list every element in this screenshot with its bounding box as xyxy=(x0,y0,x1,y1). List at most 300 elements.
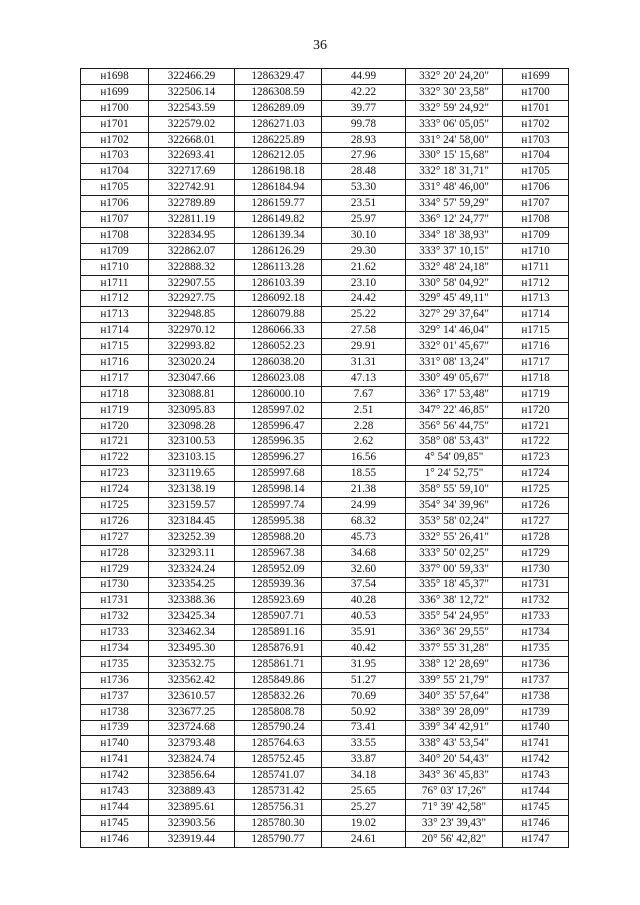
table-row xyxy=(81,100,569,116)
x-coordinate-cell: 323903.56 xyxy=(149,815,235,831)
table-row xyxy=(81,529,569,545)
point-to-cell: н1718 xyxy=(503,370,569,386)
distance-cell: 27.58 xyxy=(322,323,406,339)
bearing-cell: 335° 54' 24,95" xyxy=(406,609,503,625)
y-coordinate-cell: 1286126.29 xyxy=(235,243,322,259)
bearing-cell: 338° 12' 28,69" xyxy=(406,656,503,672)
bearing-cell: 343° 36' 45,83" xyxy=(406,768,503,784)
point-from-cell: н1732 xyxy=(81,609,149,625)
distance-cell: 23.51 xyxy=(322,196,406,212)
y-coordinate-cell: 1286113.28 xyxy=(235,259,322,275)
table-row xyxy=(81,482,569,498)
table-row xyxy=(81,84,569,100)
distance-cell: 19.02 xyxy=(322,815,406,831)
x-coordinate-cell: 322466.29 xyxy=(149,69,235,85)
distance-cell: 24.61 xyxy=(322,831,406,847)
table-row xyxy=(81,212,569,228)
x-coordinate-cell: 322693.41 xyxy=(149,148,235,164)
x-coordinate-cell: 322811.19 xyxy=(149,212,235,228)
point-from-cell: н1743 xyxy=(81,784,149,800)
bearing-cell: 331° 24' 58,00" xyxy=(406,132,503,148)
table-row xyxy=(81,434,569,450)
bearing-cell: 1° 24' 52,75" xyxy=(406,466,503,482)
bearing-cell: 347° 22' 46,85" xyxy=(406,402,503,418)
table-row xyxy=(81,323,569,339)
point-from-cell: н1745 xyxy=(81,815,149,831)
y-coordinate-cell: 1286289.09 xyxy=(235,100,322,116)
point-from-cell: н1726 xyxy=(81,513,149,529)
distance-cell: 31.95 xyxy=(322,656,406,672)
point-from-cell: н1698 xyxy=(81,69,149,85)
point-from-cell: н1711 xyxy=(81,275,149,291)
table-row xyxy=(81,498,569,514)
point-to-cell: н1729 xyxy=(503,545,569,561)
y-coordinate-cell: 1285849.86 xyxy=(235,672,322,688)
bearing-cell: 334° 18' 38,93" xyxy=(406,227,503,243)
point-from-cell: н1742 xyxy=(81,768,149,784)
y-coordinate-cell: 1286079.88 xyxy=(235,307,322,323)
x-coordinate-cell: 323252.39 xyxy=(149,529,235,545)
table-row xyxy=(81,69,569,85)
table-row xyxy=(81,227,569,243)
point-from-cell: н1725 xyxy=(81,498,149,514)
distance-cell: 73.41 xyxy=(322,720,406,736)
point-to-cell: н1701 xyxy=(503,100,569,116)
y-coordinate-cell: 1286023.08 xyxy=(235,370,322,386)
bearing-cell: 331° 48' 46,00" xyxy=(406,180,503,196)
bearing-cell: 332° 20' 24,20" xyxy=(406,69,503,85)
point-to-cell: н1733 xyxy=(503,609,569,625)
point-to-cell: н1747 xyxy=(503,831,569,847)
point-from-cell: н1705 xyxy=(81,180,149,196)
y-coordinate-cell: 1285952.09 xyxy=(235,561,322,577)
point-to-cell: н1708 xyxy=(503,212,569,228)
point-from-cell: н1723 xyxy=(81,466,149,482)
distance-cell: 33.87 xyxy=(322,752,406,768)
distance-cell: 25.22 xyxy=(322,307,406,323)
y-coordinate-cell: 1286103.39 xyxy=(235,275,322,291)
y-coordinate-cell: 1286198.18 xyxy=(235,164,322,180)
point-to-cell: н1727 xyxy=(503,513,569,529)
point-from-cell: н1724 xyxy=(81,482,149,498)
point-to-cell: н1720 xyxy=(503,402,569,418)
x-coordinate-cell: 322970.12 xyxy=(149,323,235,339)
point-to-cell: н1726 xyxy=(503,498,569,514)
x-coordinate-cell: 323388.36 xyxy=(149,593,235,609)
table-row xyxy=(81,164,569,180)
distance-cell: 21.62 xyxy=(322,259,406,275)
y-coordinate-cell: 1285808.78 xyxy=(235,704,322,720)
table-row xyxy=(81,339,569,355)
point-to-cell: н1707 xyxy=(503,196,569,212)
distance-cell: 30.10 xyxy=(322,227,406,243)
point-from-cell: н1701 xyxy=(81,116,149,132)
x-coordinate-cell: 323138.19 xyxy=(149,482,235,498)
point-to-cell: н1742 xyxy=(503,752,569,768)
table-row xyxy=(81,196,569,212)
distance-cell: 53.30 xyxy=(322,180,406,196)
y-coordinate-cell: 1285764.63 xyxy=(235,736,322,752)
bearing-cell: 71° 39' 42,58" xyxy=(406,799,503,815)
distance-cell: 34.68 xyxy=(322,545,406,561)
x-coordinate-cell: 322668.01 xyxy=(149,132,235,148)
distance-cell: 40.28 xyxy=(322,593,406,609)
distance-cell: 23.10 xyxy=(322,275,406,291)
table-row xyxy=(81,704,569,720)
x-coordinate-cell: 323425.34 xyxy=(149,609,235,625)
point-from-cell: н1739 xyxy=(81,720,149,736)
point-to-cell: н1735 xyxy=(503,641,569,657)
distance-cell: 24.42 xyxy=(322,291,406,307)
x-coordinate-cell: 322506.14 xyxy=(149,84,235,100)
point-to-cell: н1728 xyxy=(503,529,569,545)
point-to-cell: н1717 xyxy=(503,355,569,371)
x-coordinate-cell: 323100.53 xyxy=(149,434,235,450)
x-coordinate-cell: 323047.66 xyxy=(149,370,235,386)
table-row xyxy=(81,450,569,466)
point-to-cell: н1713 xyxy=(503,291,569,307)
bearing-cell: 354° 34' 39,96" xyxy=(406,498,503,514)
distance-cell: 7.67 xyxy=(322,386,406,402)
distance-cell: 2.62 xyxy=(322,434,406,450)
table-row xyxy=(81,609,569,625)
distance-cell: 25.97 xyxy=(322,212,406,228)
y-coordinate-cell: 1286184.94 xyxy=(235,180,322,196)
point-to-cell: н1710 xyxy=(503,243,569,259)
distance-cell: 33.55 xyxy=(322,736,406,752)
table-row xyxy=(81,466,569,482)
table-row xyxy=(81,577,569,593)
table-row xyxy=(81,768,569,784)
distance-cell: 2.28 xyxy=(322,418,406,434)
point-from-cell: н1740 xyxy=(81,736,149,752)
point-from-cell: н1741 xyxy=(81,752,149,768)
x-coordinate-cell: 322834.95 xyxy=(149,227,235,243)
y-coordinate-cell: 1285756.31 xyxy=(235,799,322,815)
table-row xyxy=(81,513,569,529)
x-coordinate-cell: 322948.85 xyxy=(149,307,235,323)
bearing-cell: 339° 34' 42,91" xyxy=(406,720,503,736)
distance-cell: 27.96 xyxy=(322,148,406,164)
distance-cell: 39.77 xyxy=(322,100,406,116)
bearing-cell: 333° 50' 02,25" xyxy=(406,545,503,561)
y-coordinate-cell: 1285891.16 xyxy=(235,625,322,641)
distance-cell: 44.99 xyxy=(322,69,406,85)
x-coordinate-cell: 322888.32 xyxy=(149,259,235,275)
y-coordinate-cell: 1286271.03 xyxy=(235,116,322,132)
point-from-cell: н1734 xyxy=(81,641,149,657)
y-coordinate-cell: 1285907.71 xyxy=(235,609,322,625)
point-from-cell: н1729 xyxy=(81,561,149,577)
x-coordinate-cell: 323495.30 xyxy=(149,641,235,657)
x-coordinate-cell: 322993.82 xyxy=(149,339,235,355)
y-coordinate-cell: 1286139.34 xyxy=(235,227,322,243)
table-row xyxy=(81,275,569,291)
point-from-cell: н1714 xyxy=(81,323,149,339)
point-from-cell: н1720 xyxy=(81,418,149,434)
bearing-cell: 338° 39' 28,09" xyxy=(406,704,503,720)
distance-cell: 47.13 xyxy=(322,370,406,386)
x-coordinate-cell: 323610.57 xyxy=(149,688,235,704)
x-coordinate-cell: 323895.61 xyxy=(149,799,235,815)
bearing-cell: 327° 29' 37,64" xyxy=(406,307,503,323)
distance-cell: 2.51 xyxy=(322,402,406,418)
x-coordinate-cell: 322742.91 xyxy=(149,180,235,196)
point-to-cell: н1732 xyxy=(503,593,569,609)
table-row xyxy=(81,307,569,323)
table-row xyxy=(81,418,569,434)
x-coordinate-cell: 323462.34 xyxy=(149,625,235,641)
point-to-cell: н1723 xyxy=(503,450,569,466)
y-coordinate-cell: 1286066.33 xyxy=(235,323,322,339)
x-coordinate-cell: 323159.57 xyxy=(149,498,235,514)
point-from-cell: н1727 xyxy=(81,529,149,545)
point-to-cell: н1714 xyxy=(503,307,569,323)
point-from-cell: н1706 xyxy=(81,196,149,212)
bearing-cell: 332° 48' 24,18" xyxy=(406,259,503,275)
table-row xyxy=(81,386,569,402)
bearing-cell: 33° 23' 39,43" xyxy=(406,815,503,831)
y-coordinate-cell: 1286052.23 xyxy=(235,339,322,355)
table-body xyxy=(81,69,569,848)
bearing-cell: 332° 59' 24,92" xyxy=(406,100,503,116)
point-from-cell: н1707 xyxy=(81,212,149,228)
distance-cell: 42.22 xyxy=(322,84,406,100)
bearing-cell: 330° 58' 04,92" xyxy=(406,275,503,291)
x-coordinate-cell: 323095.83 xyxy=(149,402,235,418)
point-from-cell: н1722 xyxy=(81,450,149,466)
bearing-cell: 330° 49' 05,67" xyxy=(406,370,503,386)
bearing-cell: 330° 15' 15,68" xyxy=(406,148,503,164)
point-to-cell: н1722 xyxy=(503,434,569,450)
bearing-cell: 334° 57' 59,29" xyxy=(406,196,503,212)
distance-cell: 18.55 xyxy=(322,466,406,482)
point-from-cell: н1704 xyxy=(81,164,149,180)
point-from-cell: н1744 xyxy=(81,799,149,815)
table-row xyxy=(81,720,569,736)
distance-cell: 29.30 xyxy=(322,243,406,259)
x-coordinate-cell: 323856.64 xyxy=(149,768,235,784)
y-coordinate-cell: 1285923.69 xyxy=(235,593,322,609)
bearing-cell: 340° 20' 54,43" xyxy=(406,752,503,768)
table-row xyxy=(81,672,569,688)
table-row xyxy=(81,593,569,609)
table-row xyxy=(81,355,569,371)
table-row xyxy=(81,132,569,148)
point-to-cell: н1739 xyxy=(503,704,569,720)
table-row xyxy=(81,752,569,768)
x-coordinate-cell: 323889.43 xyxy=(149,784,235,800)
distance-cell: 34.18 xyxy=(322,768,406,784)
table-row xyxy=(81,831,569,847)
distance-cell: 16.56 xyxy=(322,450,406,466)
table-row xyxy=(81,815,569,831)
bearing-cell: 332° 55' 26,41" xyxy=(406,529,503,545)
point-to-cell: н1705 xyxy=(503,164,569,180)
point-from-cell: н1715 xyxy=(81,339,149,355)
bearing-cell: 4° 54' 09,85" xyxy=(406,450,503,466)
point-from-cell: н1710 xyxy=(81,259,149,275)
distance-cell: 31.31 xyxy=(322,355,406,371)
distance-cell: 29.91 xyxy=(322,339,406,355)
x-coordinate-cell: 323793.48 xyxy=(149,736,235,752)
point-to-cell: н1699 xyxy=(503,69,569,85)
y-coordinate-cell: 1285997.74 xyxy=(235,498,322,514)
bearing-cell: 339° 55' 21,79" xyxy=(406,672,503,688)
point-to-cell: н1706 xyxy=(503,180,569,196)
x-coordinate-cell: 322789.89 xyxy=(149,196,235,212)
bearing-cell: 358° 55' 59,10" xyxy=(406,482,503,498)
point-from-cell: н1712 xyxy=(81,291,149,307)
table-row xyxy=(81,656,569,672)
y-coordinate-cell: 1285780.30 xyxy=(235,815,322,831)
y-coordinate-cell: 1286212.05 xyxy=(235,148,322,164)
point-from-cell: н1703 xyxy=(81,148,149,164)
point-to-cell: н1712 xyxy=(503,275,569,291)
distance-cell: 28.48 xyxy=(322,164,406,180)
point-to-cell: н1734 xyxy=(503,625,569,641)
distance-cell: 50.92 xyxy=(322,704,406,720)
bearing-cell: 337° 00' 59,33" xyxy=(406,561,503,577)
point-from-cell: н1709 xyxy=(81,243,149,259)
y-coordinate-cell: 1285861.71 xyxy=(235,656,322,672)
point-to-cell: н1743 xyxy=(503,768,569,784)
y-coordinate-cell: 1286329.47 xyxy=(235,69,322,85)
bearing-cell: 337° 55' 31,28" xyxy=(406,641,503,657)
point-from-cell: н1700 xyxy=(81,100,149,116)
point-to-cell: н1700 xyxy=(503,84,569,100)
x-coordinate-cell: 323324.24 xyxy=(149,561,235,577)
bearing-cell: 20° 56' 42,82" xyxy=(406,831,503,847)
distance-cell: 28.93 xyxy=(322,132,406,148)
point-from-cell: н1735 xyxy=(81,656,149,672)
y-coordinate-cell: 1285967.38 xyxy=(235,545,322,561)
point-from-cell: н1717 xyxy=(81,370,149,386)
distance-cell: 51.27 xyxy=(322,672,406,688)
point-to-cell: н1745 xyxy=(503,799,569,815)
y-coordinate-cell: 1285939.36 xyxy=(235,577,322,593)
coordinates-table xyxy=(80,68,569,848)
bearing-cell: 329° 45' 49,11" xyxy=(406,291,503,307)
y-coordinate-cell: 1285731.42 xyxy=(235,784,322,800)
x-coordinate-cell: 323088.81 xyxy=(149,386,235,402)
point-to-cell: н1721 xyxy=(503,418,569,434)
point-from-cell: н1730 xyxy=(81,577,149,593)
point-to-cell: н1740 xyxy=(503,720,569,736)
y-coordinate-cell: 1286308.59 xyxy=(235,84,322,100)
x-coordinate-cell: 323098.28 xyxy=(149,418,235,434)
point-from-cell: н1719 xyxy=(81,402,149,418)
y-coordinate-cell: 1286225.89 xyxy=(235,132,322,148)
bearing-cell: 336° 36' 29,55" xyxy=(406,625,503,641)
point-to-cell: н1716 xyxy=(503,339,569,355)
x-coordinate-cell: 322907.55 xyxy=(149,275,235,291)
y-coordinate-cell: 1285790.77 xyxy=(235,831,322,847)
x-coordinate-cell: 323724.68 xyxy=(149,720,235,736)
point-to-cell: н1730 xyxy=(503,561,569,577)
distance-cell: 24.99 xyxy=(322,498,406,514)
bearing-cell: 329° 14' 46,04" xyxy=(406,323,503,339)
x-coordinate-cell: 323919.44 xyxy=(149,831,235,847)
point-to-cell: н1725 xyxy=(503,482,569,498)
distance-cell: 25.27 xyxy=(322,799,406,815)
point-from-cell: н1738 xyxy=(81,704,149,720)
bearing-cell: 338° 43' 53,54" xyxy=(406,736,503,752)
distance-cell: 70.69 xyxy=(322,688,406,704)
bearing-cell: 356° 56' 44,75" xyxy=(406,418,503,434)
distance-cell: 21.38 xyxy=(322,482,406,498)
table-row xyxy=(81,545,569,561)
x-coordinate-cell: 323293.11 xyxy=(149,545,235,561)
point-from-cell: н1708 xyxy=(81,227,149,243)
point-to-cell: н1737 xyxy=(503,672,569,688)
distance-cell: 35.91 xyxy=(322,625,406,641)
table-row xyxy=(81,641,569,657)
table-row xyxy=(81,625,569,641)
table-row xyxy=(81,688,569,704)
table-row xyxy=(81,402,569,418)
y-coordinate-cell: 1285997.68 xyxy=(235,466,322,482)
table-row xyxy=(81,243,569,259)
distance-cell: 99.78 xyxy=(322,116,406,132)
point-to-cell: н1709 xyxy=(503,227,569,243)
y-coordinate-cell: 1286092.18 xyxy=(235,291,322,307)
bearing-cell: 76° 03' 17,26" xyxy=(406,784,503,800)
point-to-cell: н1731 xyxy=(503,577,569,593)
point-to-cell: н1738 xyxy=(503,688,569,704)
y-coordinate-cell: 1285997.02 xyxy=(235,402,322,418)
distance-cell: 40.42 xyxy=(322,641,406,657)
distance-cell: 25.65 xyxy=(322,784,406,800)
y-coordinate-cell: 1285996.47 xyxy=(235,418,322,434)
y-coordinate-cell: 1285790.24 xyxy=(235,720,322,736)
x-coordinate-cell: 323119.65 xyxy=(149,466,235,482)
point-from-cell: н1731 xyxy=(81,593,149,609)
x-coordinate-cell: 322717.69 xyxy=(149,164,235,180)
table-row xyxy=(81,180,569,196)
point-to-cell: н1744 xyxy=(503,784,569,800)
y-coordinate-cell: 1285832.26 xyxy=(235,688,322,704)
table-row xyxy=(81,561,569,577)
table-row xyxy=(81,736,569,752)
bearing-cell: 336° 17' 53,48" xyxy=(406,386,503,402)
y-coordinate-cell: 1285752.45 xyxy=(235,752,322,768)
y-coordinate-cell: 1285998.14 xyxy=(235,482,322,498)
y-coordinate-cell: 1286000.10 xyxy=(235,386,322,402)
bearing-cell: 333° 37' 10,15" xyxy=(406,243,503,259)
x-coordinate-cell: 323562.42 xyxy=(149,672,235,688)
point-from-cell: н1736 xyxy=(81,672,149,688)
point-from-cell: н1713 xyxy=(81,307,149,323)
point-to-cell: н1746 xyxy=(503,815,569,831)
point-from-cell: н1721 xyxy=(81,434,149,450)
bearing-cell: 336° 38' 12,72" xyxy=(406,593,503,609)
distance-cell: 32.60 xyxy=(322,561,406,577)
x-coordinate-cell: 323677.25 xyxy=(149,704,235,720)
x-coordinate-cell: 323184.45 xyxy=(149,513,235,529)
point-to-cell: н1719 xyxy=(503,386,569,402)
table-row xyxy=(81,370,569,386)
bearing-cell: 331° 08' 13,24" xyxy=(406,355,503,371)
y-coordinate-cell: 1285741.07 xyxy=(235,768,322,784)
distance-cell: 40.53 xyxy=(322,609,406,625)
bearing-cell: 332° 30' 23,58" xyxy=(406,84,503,100)
y-coordinate-cell: 1285988.20 xyxy=(235,529,322,545)
x-coordinate-cell: 322927.75 xyxy=(149,291,235,307)
bearing-cell: 340° 35' 57,64" xyxy=(406,688,503,704)
point-from-cell: н1733 xyxy=(81,625,149,641)
x-coordinate-cell: 322543.59 xyxy=(149,100,235,116)
